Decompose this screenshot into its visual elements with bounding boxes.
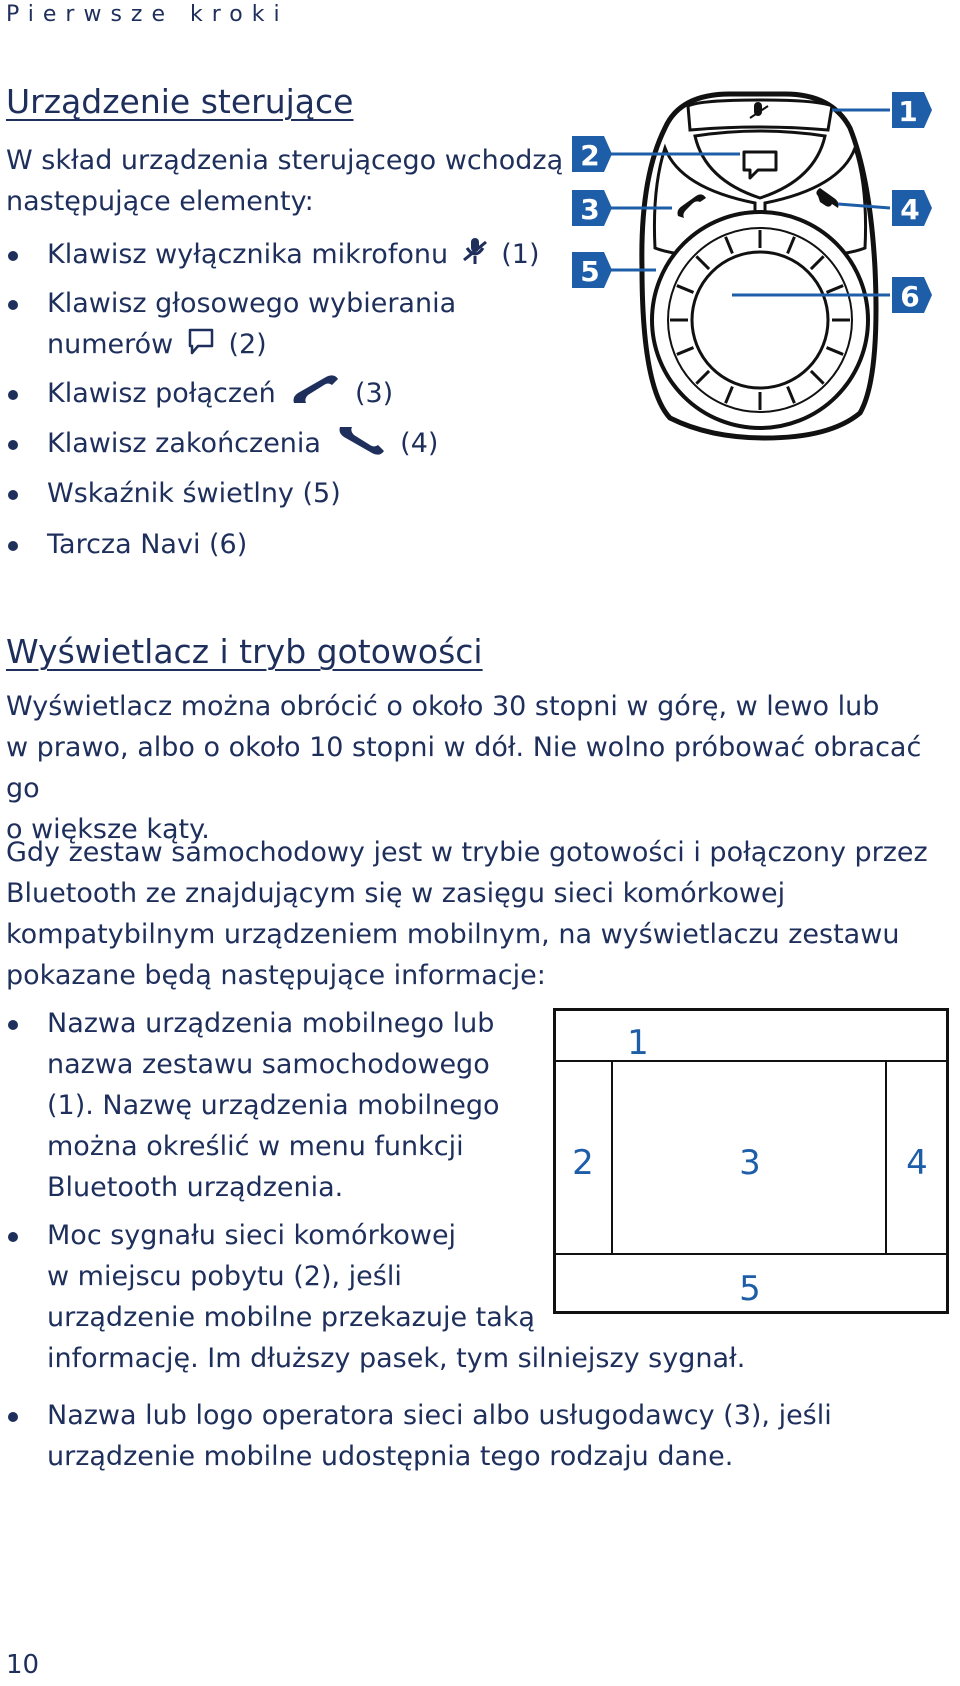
- display-area-label-2: 2: [572, 1143, 594, 1183]
- list-item-call-key: Klawisz połączeń (3): [47, 373, 393, 419]
- control-device-illustration: [570, 88, 940, 448]
- bullet-dot: [8, 1020, 18, 1030]
- bullet-dot: [8, 490, 18, 500]
- list-item-signal-strength: Moc sygnału sieci komórkowej w miejscu pobytu (2), jeśli urządzenie mobilne przekazuje taką informację. Im dłuższy pasek, tym silniejszy sygnał.: [47, 1220, 746, 1374]
- section-heading-display-standby: Wyświetlacz i tryb gotowości: [6, 632, 483, 671]
- bullet-dot: [8, 300, 18, 310]
- phone-call-icon: [288, 373, 342, 419]
- svg-text:6: 6: [900, 280, 920, 313]
- section-heading-control-device: Urządzenie sterujące: [6, 82, 354, 121]
- list-item-operator-logo: Nazwa lub logo operatora sieci albo usługodawcy (3), jeśli urządzenie mobilne udostępnia tego rodzaju dane.: [47, 1400, 832, 1472]
- svg-text:4: 4: [900, 193, 920, 226]
- list-item-mic-key: Klawisz wyłącznika mikrofonu (1): [47, 234, 540, 280]
- callout-badge-6: [892, 277, 932, 313]
- intro-line: W skład urządzenia sterującego wchodzą: [6, 145, 564, 176]
- callout-badge-5: [572, 252, 612, 288]
- voice-dial-icon: [186, 326, 216, 370]
- callout-badge-2: [572, 136, 612, 172]
- paragraph-rotation: Wyświetlacz można obrócić o około 30 stopni w górę, w lewo lub w prawo, albo o około 10 stopni w dół. Nie wolno próbować obracać go o większe kąty.: [6, 691, 922, 845]
- list-item-device-name: Nazwa urządzenia mobilnego lub nazwa zestawu samochodowego (1). Nazwę urządzenia mobilnego można określić w menu funkcji Bluetooth urządzenia.: [47, 1008, 500, 1203]
- callout-badge-3: [572, 190, 612, 226]
- phone-end-icon: [334, 423, 388, 469]
- display-area-label-3: 3: [739, 1143, 761, 1183]
- svg-text:3: 3: [580, 193, 600, 226]
- paragraph-standby-info: Gdy zestaw samochodowy jest w trybie gotowości i połączony przez Bluetooth ze znajdującym się w zasięgu sieci komórkowej kompatybilnym urządzeniem mobilnym, na wyświetlaczu zestawu pokazane będą następujące informacje:: [6, 837, 928, 991]
- display-area-label-4: 4: [906, 1143, 928, 1183]
- list-item-voice-dial-key: Klawisz głosowego wybierania numerów (2): [47, 283, 456, 370]
- intro-line: następujące elementy:: [6, 186, 314, 217]
- bullet-dot: [8, 390, 18, 400]
- callout-badge-1: [892, 92, 932, 128]
- callout-badge-4: [892, 190, 932, 226]
- list-item-end-key: Klawisz zakończenia (4): [47, 423, 438, 469]
- bullet-dot: [8, 541, 18, 551]
- bullet-dot: [8, 1232, 18, 1242]
- running-head: Pierwsze kroki: [6, 2, 289, 27]
- svg-text:5: 5: [580, 255, 600, 288]
- display-area-label-5: 5: [739, 1269, 761, 1309]
- display-area-label-1: 1: [627, 1023, 649, 1063]
- list-item-navi-wheel: Tarcza Navi (6): [47, 529, 248, 560]
- bullet-dot: [8, 251, 18, 261]
- page-number: 10: [6, 1650, 40, 1680]
- intro-text: [6, 140, 563, 222]
- svg-text:1: 1: [898, 95, 918, 128]
- bullet-dot: [8, 1412, 18, 1422]
- list-item-light-indicator: Wskaźnik świetlny (5): [47, 478, 341, 509]
- bullet-dot: [8, 440, 18, 450]
- display-layout-diagram: [553, 1008, 949, 1314]
- svg-text:2: 2: [580, 139, 600, 172]
- microphone-mute-icon: [461, 236, 489, 280]
